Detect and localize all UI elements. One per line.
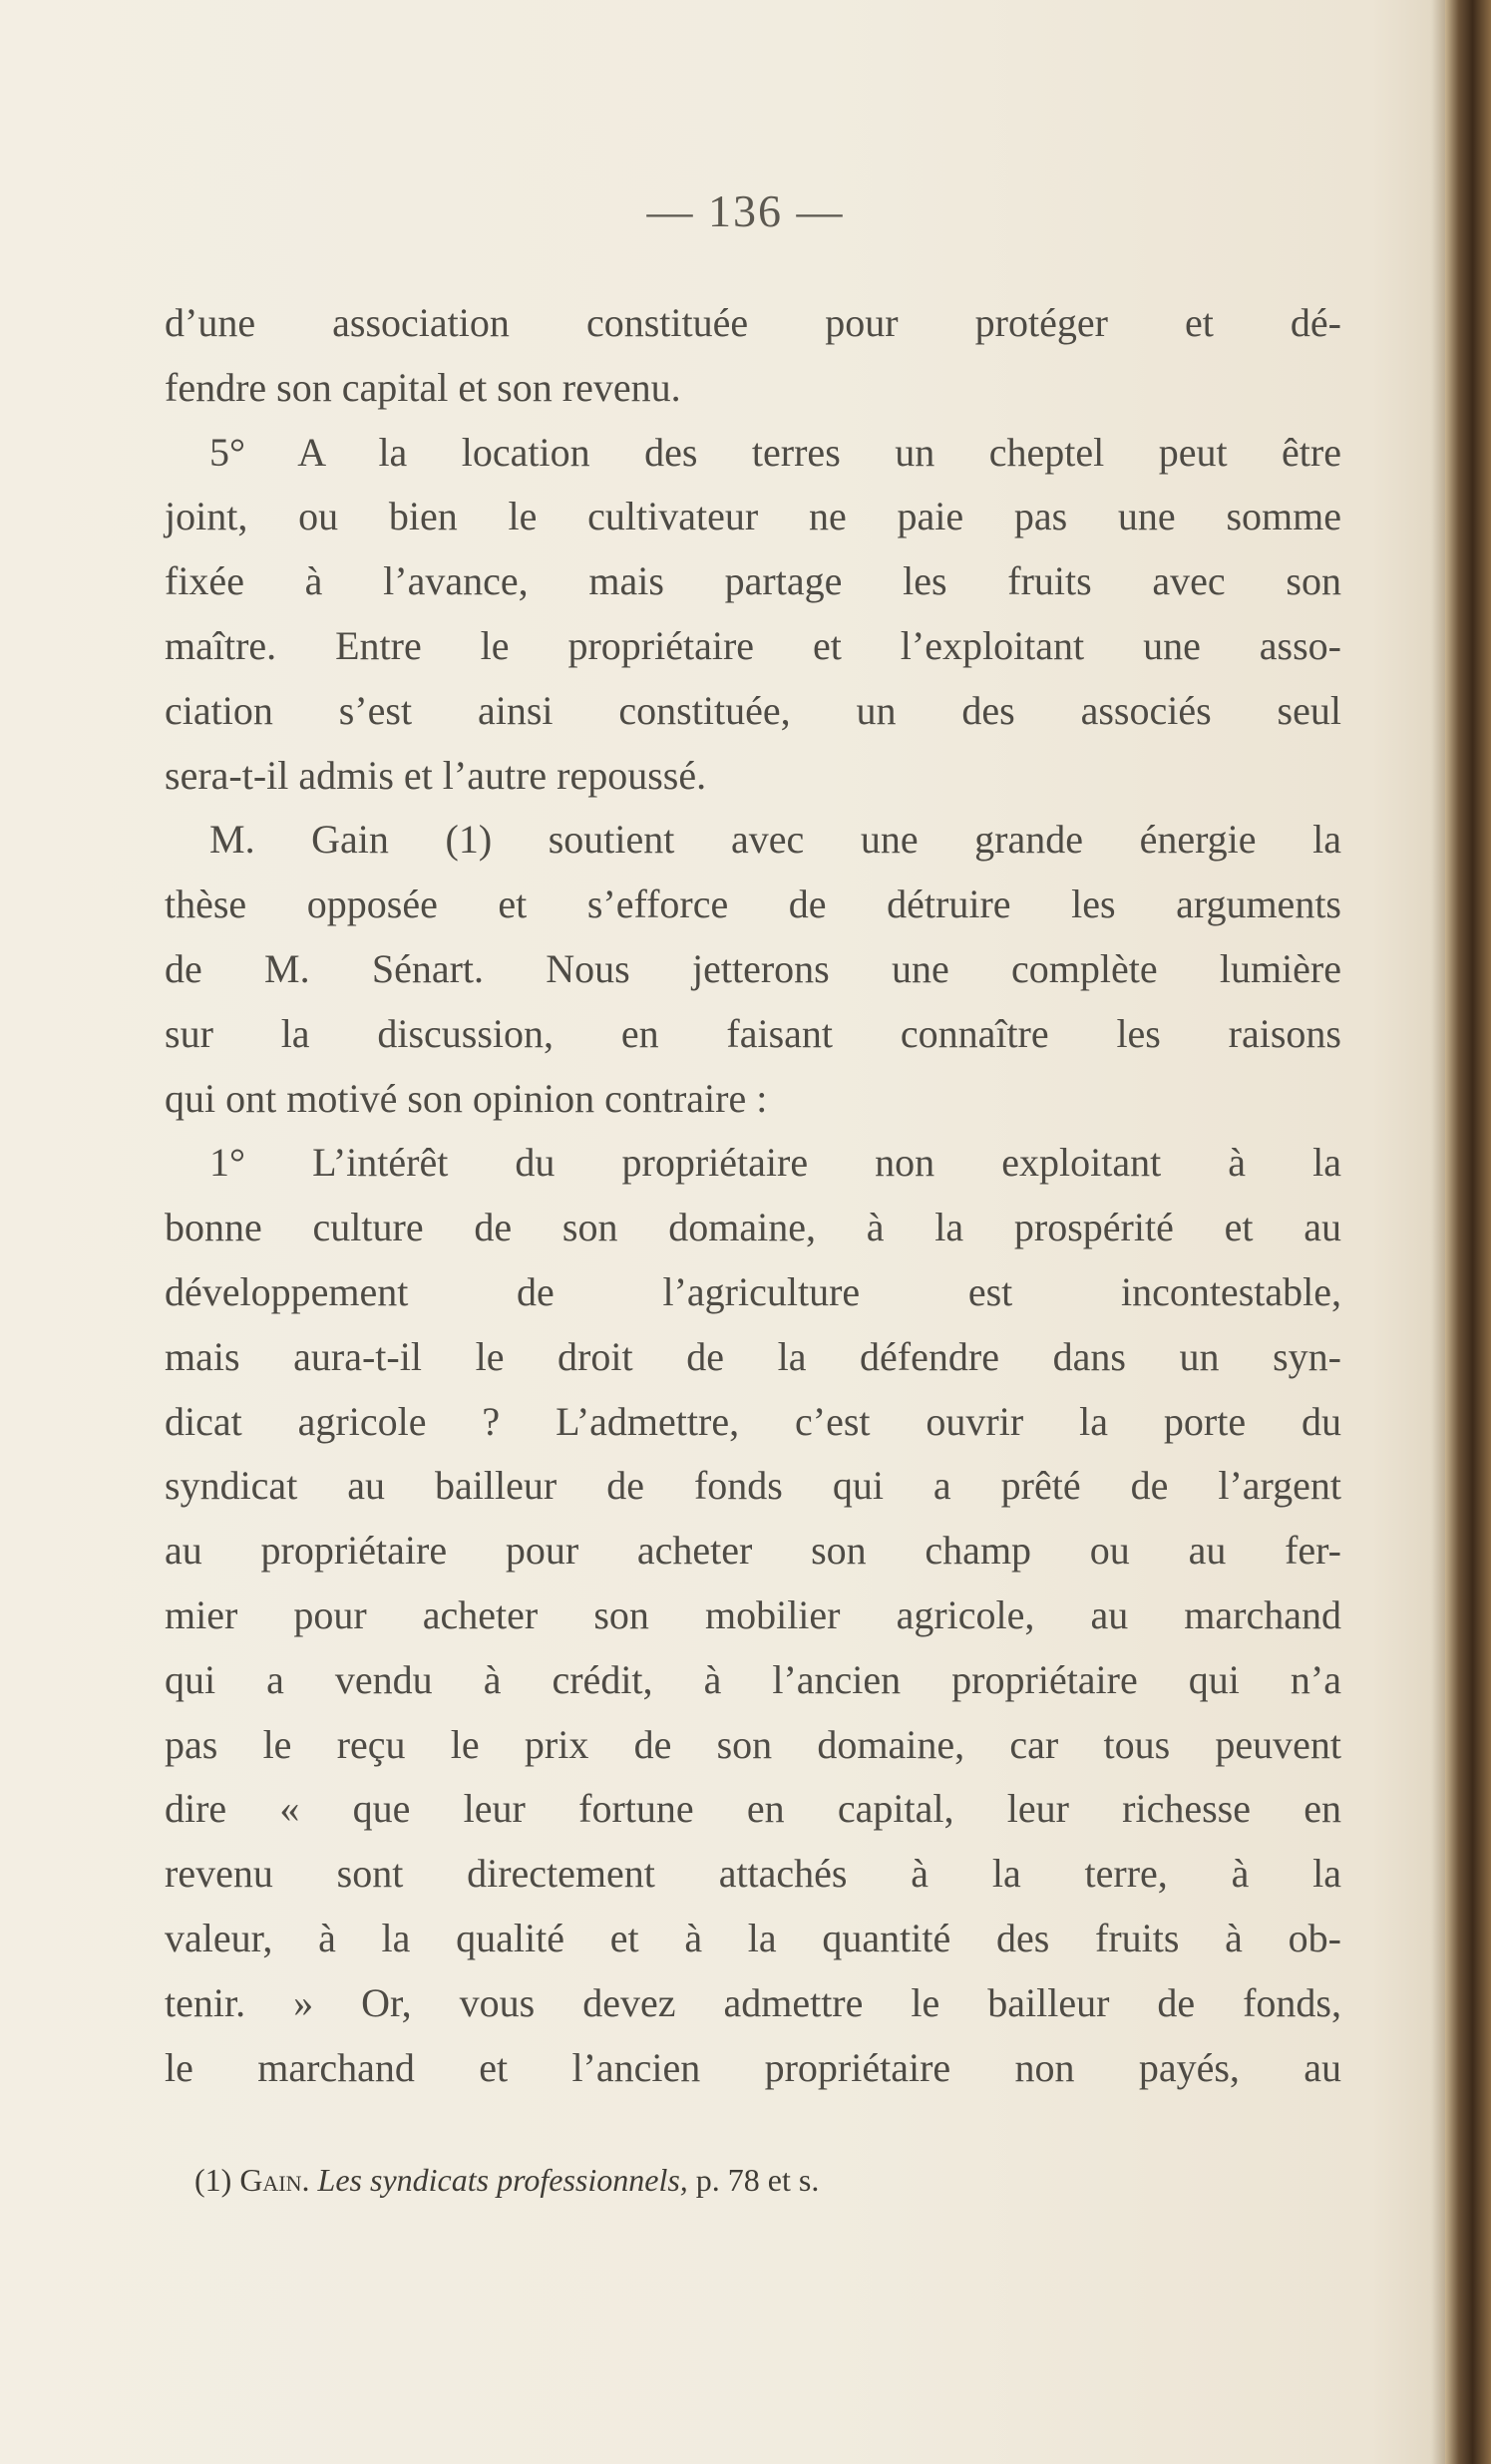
text-line: sera-t-il admis et l’autre repoussé. xyxy=(165,752,707,798)
text-line: dire « que leur fortune en capital, leur richesse en xyxy=(165,1786,1341,1832)
text-line: ciation s’est ainsi constituée, un des associés seul xyxy=(165,687,1341,733)
text-line: revenu sont directement attachés à la terre, à la xyxy=(165,1851,1341,1897)
text-line: 5° A la location des terres un cheptel peut être xyxy=(209,429,1341,475)
text-line: au propriétaire pour acheter son champ ou au fer- xyxy=(165,1528,1341,1574)
text-line: qui a vendu à crédit, à l’ancien propriétaire qui n’a xyxy=(165,1656,1341,1702)
text-line: valeur, à la qualité et à la quantité des fruits à ob- xyxy=(165,1915,1341,1960)
text-line: dicat agricole ? L’admettre, c’est ouvrir la porte du xyxy=(165,1398,1341,1444)
text-line: M. Gain (1) soutient avec une grande énergie la xyxy=(209,817,1341,863)
text-line: d’une association constituée pour protéger et dé- xyxy=(165,300,1341,345)
page-gutter-shadow xyxy=(1431,0,1445,2464)
text-line: syndicat au bailleur de fonds qui a prêté de l’argent xyxy=(165,1463,1341,1509)
page-number-header: — 136 — xyxy=(646,185,845,236)
text-line: bonne culture de son domaine, à la prospérité et au xyxy=(165,1205,1341,1250)
footnote-rest: p. 78 et s. xyxy=(695,2162,820,2198)
text-line: maître. Entre le propriétaire et l’exploitant une asso- xyxy=(165,622,1341,668)
book-spine-edge xyxy=(1445,0,1491,2464)
text-line: mais aura-t-il le droit de la défendre dans un syn- xyxy=(165,1333,1341,1379)
footnote-author: Gain xyxy=(239,2162,302,2198)
text-line: thèse opposée et s’efforce de détruire les arguments xyxy=(165,881,1341,927)
body-text xyxy=(165,291,1341,2100)
footnote: (1) Gain. Les syndicats professionnels, p. 78 et s. xyxy=(194,2162,820,2198)
text-line: sur la discussion, en faisant connaître les raisons xyxy=(165,1010,1341,1056)
text-line: le marchand et l’ancien propriétaire non payés, au xyxy=(165,2044,1341,2090)
footnote-title: Les syndicats professionnels, xyxy=(317,2162,688,2198)
text-line: joint, ou bien le cultivateur ne paie pas une somme xyxy=(165,494,1341,539)
text-line: tenir. » Or, vous devez admettre le bailleur de fonds, xyxy=(165,1979,1341,2025)
text-line: 1° L’intérêt du propriétaire non exploitant à la xyxy=(209,1140,1341,1186)
text-line: pas le reçu le prix de son domaine, car tous peuvent xyxy=(165,1721,1341,1767)
footnote-marker: (1) xyxy=(194,2162,232,2198)
text-line: de M. Sénart. Nous jetterons une complète lumière xyxy=(165,945,1341,991)
text-line: qui ont motivé son opinion contraire : xyxy=(165,1075,768,1121)
text-line: développement de l’agriculture est incontestable, xyxy=(165,1268,1341,1314)
text-line: fendre son capital et son revenu. xyxy=(165,364,681,410)
text-line: fixée à l’avance, mais partage les fruits avec son xyxy=(165,558,1341,604)
text-line: mier pour acheter son mobilier agricole, au marchand xyxy=(165,1591,1341,1637)
